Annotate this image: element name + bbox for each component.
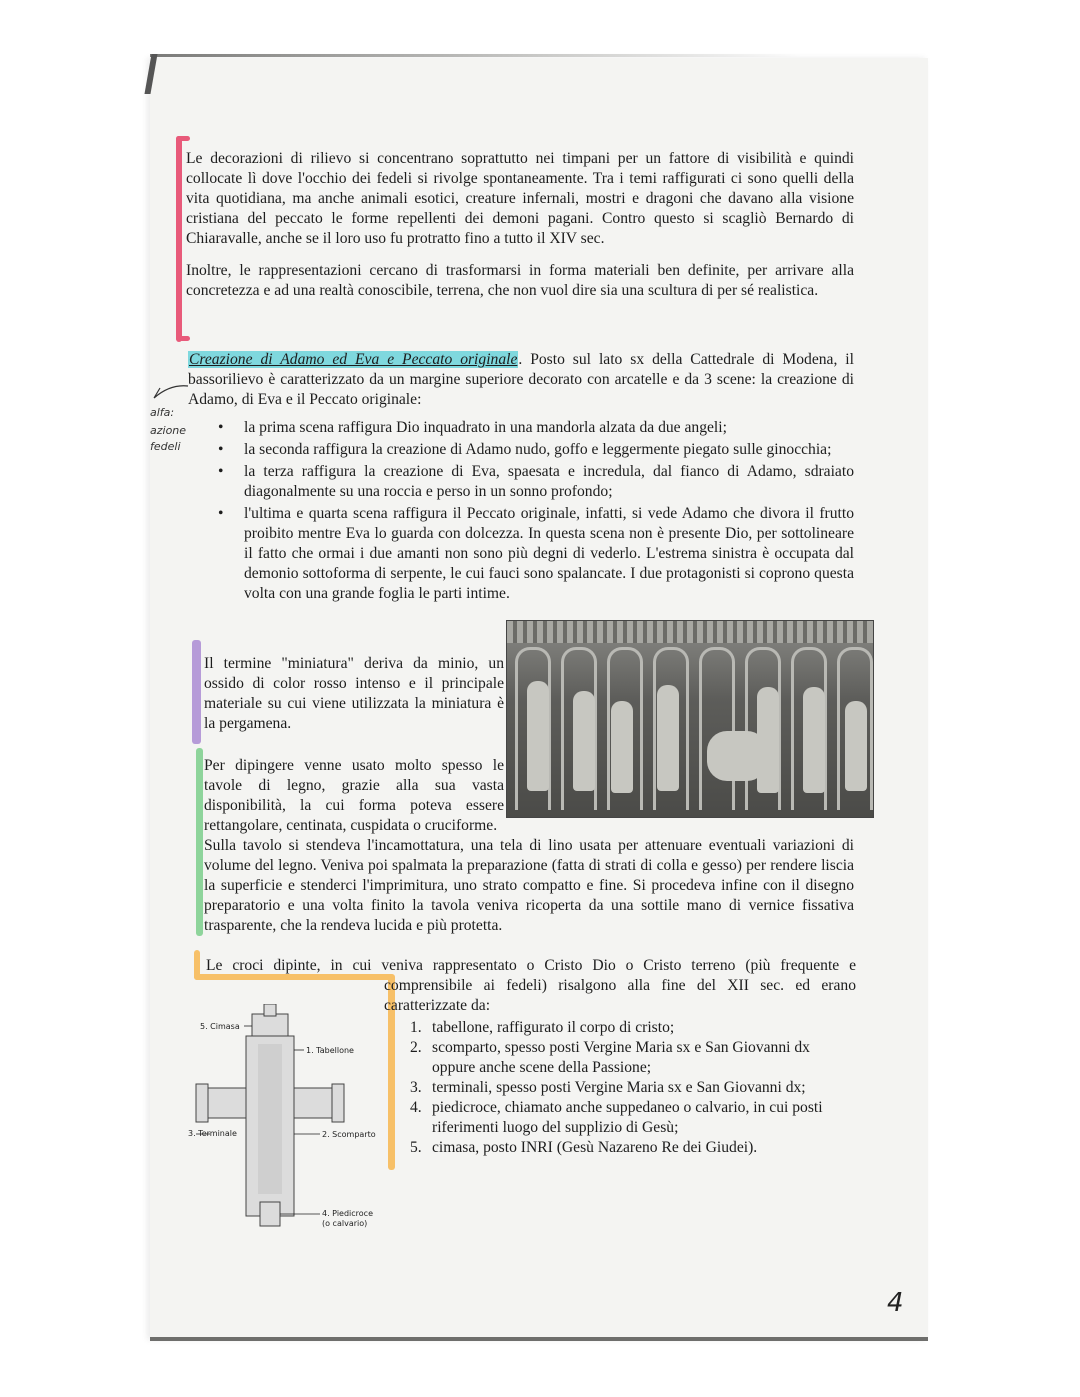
label-scomparto: 2. Scomparto [322, 1130, 376, 1139]
sheet-bottom-edge [150, 1337, 928, 1341]
orange-marker-left [194, 950, 200, 980]
photo-frieze [507, 621, 873, 643]
item-number: 5. [410, 1139, 422, 1156]
purple-marker-bracket [192, 640, 201, 744]
section-intro: . Posto sul lato sx della Cattedrale di Modena, il bassorilievo è caratterizzato da un margine superiore decorato con arcatelle e da 3 scene: la creazione di Adamo, di Eva e il Peccato originale: [188, 351, 854, 408]
croci-parts-list [410, 1018, 856, 1158]
label-calvario: (o calvario) [322, 1219, 368, 1228]
paragraph-miniatura: Il termine "miniatura" deriva da minio, un ossido di color rosso intenso e il principale materiale su cui viene utilizzata la miniatura è la pergamena. [204, 655, 504, 732]
label-piedicroce: 4. Piedicroce [322, 1209, 373, 1218]
hand-arrow-icon [150, 380, 190, 402]
item-number: 4. [410, 1099, 422, 1116]
section-title: Creazione di Adamo ed Eva e Peccato originale [189, 351, 518, 368]
page-number: 4 [887, 1288, 904, 1318]
item-text: piedicroce, chiamato anche suppedaneo o calvario, in cui posti riferimenti luogo del supplizio di Gesù; [432, 1099, 823, 1136]
item-text: terminali, spesso posti Vergine Maria sx e San Giovanni dx; [432, 1079, 806, 1096]
photo-figure [573, 691, 595, 791]
item-number: 1. [410, 1019, 422, 1036]
item-text: tabellone, raffigurato il corpo di cristo; [432, 1019, 675, 1036]
list-item: • la terza raffigura la creazione di Eva, spaesata e incredula, dal fianco di Adamo, sdraiato diagonalmente su una roccia e perso in un sonno profondo; [244, 462, 854, 502]
list-item [410, 1098, 856, 1138]
right-terminal [332, 1084, 344, 1122]
tavole-line: Per dipingere venne usato molto spesso le [204, 757, 504, 774]
photo-figure [803, 687, 825, 793]
list-item: • l'ultima e quarta scena raffigura il Peccato originale, infatti, si vede Adamo che divora il frutto proibito mentre Eva lo guarda con dolcezza. In questa scena non è presente Dio, per sottolineare il fatto che ormai i due amanti non sono più degni di vederlo. L'estrema sinistra è occupata dal demonio sottoforma di serpente, le cui fauci sono spalancate. I due protagonisti si coprono questa volta con una grande foglia le parti intime. [244, 504, 854, 604]
croci-intro: comprensibile ai fedeli) risalgono alla fine del XII sec. ed erano caratterizzate da: [384, 977, 856, 1014]
photo-figure [757, 687, 779, 793]
handnote-azione: azione [150, 424, 187, 437]
photo-figure [527, 681, 549, 791]
list-item: • la prima scena raffigura Dio inquadrato in una mandorla alzata da due angeli; [244, 418, 854, 438]
sheet-top-edge [150, 54, 800, 57]
label-tabellone: 1. Tabellone [306, 1046, 354, 1055]
item-text: scomparto, spesso posti Vergine Maria sx e San Giovanni dx oppure anche scene della Passione; [432, 1039, 810, 1076]
tavole-line: disponibilità, la cui forma poteva essere [204, 797, 504, 814]
cimasa-shape [252, 1014, 288, 1036]
photo-figure [611, 701, 633, 793]
right-arm [294, 1088, 338, 1118]
label-cimasa: 5. Cimasa [200, 1022, 240, 1031]
paragraph-tavole: Sulla tavolo si stendeva l'incamottatura, una tela di lino usata per attenuare eventuali variazioni di volume del legno. Veniva poi spalmata la preparazione (fatta di strati di colla e gesso) per rendere liscia la superficie e stenderci l'imprimitura, uno strato compatto e fine. Si procedeva infine con il disegno preparatorio e una volta finito la tavola veniva ricoperta da una sottile mano di vernice fissativa trasparente, che la rendeva lucida e più protetta. [204, 837, 854, 934]
red-marker-tick-bottom [176, 336, 190, 341]
list-item: • la seconda raffigura la creazione di Adamo nudo, goffo e leggermente piegato sulle ginocchia; [244, 440, 854, 460]
green-marker-bracket [196, 748, 203, 936]
handnote-fedeli: fedeli [150, 440, 181, 453]
list-item [410, 1018, 856, 1038]
item-number: 3. [410, 1079, 422, 1096]
tavole-line: tavole di legno, grazie alla sua vasta [204, 777, 504, 794]
paragraph-decorazioni: Le decorazioni di rilievo si concentrano soprattutto nei timpani per un fattore di visibilità e quindi collocate lì dove l'occhio dei fedeli si rivolge spontaneamente. Tra i temi raffigurati ci sono quelli della vita quotidiana, ma anche animali esotici, creature infernali, mostri e dragoni che davano alla visione cristiana del peccato le forme repellenti dei demoni pagani. Contro questo si scagliò Bernardo di Chiaravalle, anche se il loro uso fu protratto fino a tutto il XIV sec. [186, 150, 854, 247]
item-number: 2. [410, 1039, 422, 1056]
scenes-list [244, 418, 854, 606]
handnote-alfa: alfa: [150, 406, 175, 419]
red-marker-bracket [176, 136, 182, 342]
christ-panel [258, 1044, 282, 1194]
cimasa-top [264, 1004, 276, 1016]
piedicroce-shape [260, 1202, 280, 1226]
left-arm [202, 1088, 246, 1118]
list-item [410, 1138, 856, 1158]
section-creazione [188, 350, 854, 410]
cross-diagram [186, 1004, 386, 1236]
paragraph-rappresentazioni: Inoltre, le rappresentazioni cercano di trasformarsi in forma materiali ben definite, per arrivare alla concretezza e ad una realtà conoscibile, terrena, che non vuol dire sia una scultura di per sé realistica. [186, 262, 854, 299]
list-item [410, 1078, 856, 1098]
croci-line1: Le croci dipinte, in cui veniva rappresentato o Cristo Dio o Cristo terreno (più frequente e [206, 957, 856, 974]
tavole-line: rettangolare, centinata, cuspidata o cruciforme. [204, 817, 498, 834]
photo-figure [845, 701, 867, 791]
photo-figure [657, 685, 679, 791]
red-marker-tick-top [176, 136, 190, 141]
item-text: cimasa, posto INRI (Gesù Nazareno Re dei Giudei). [432, 1139, 758, 1156]
label-terminale: 3. Terminale [188, 1129, 237, 1138]
list-item [410, 1038, 856, 1078]
bassorilievo-photo [506, 620, 874, 818]
left-terminal [196, 1084, 208, 1122]
photo-arch [699, 647, 735, 810]
